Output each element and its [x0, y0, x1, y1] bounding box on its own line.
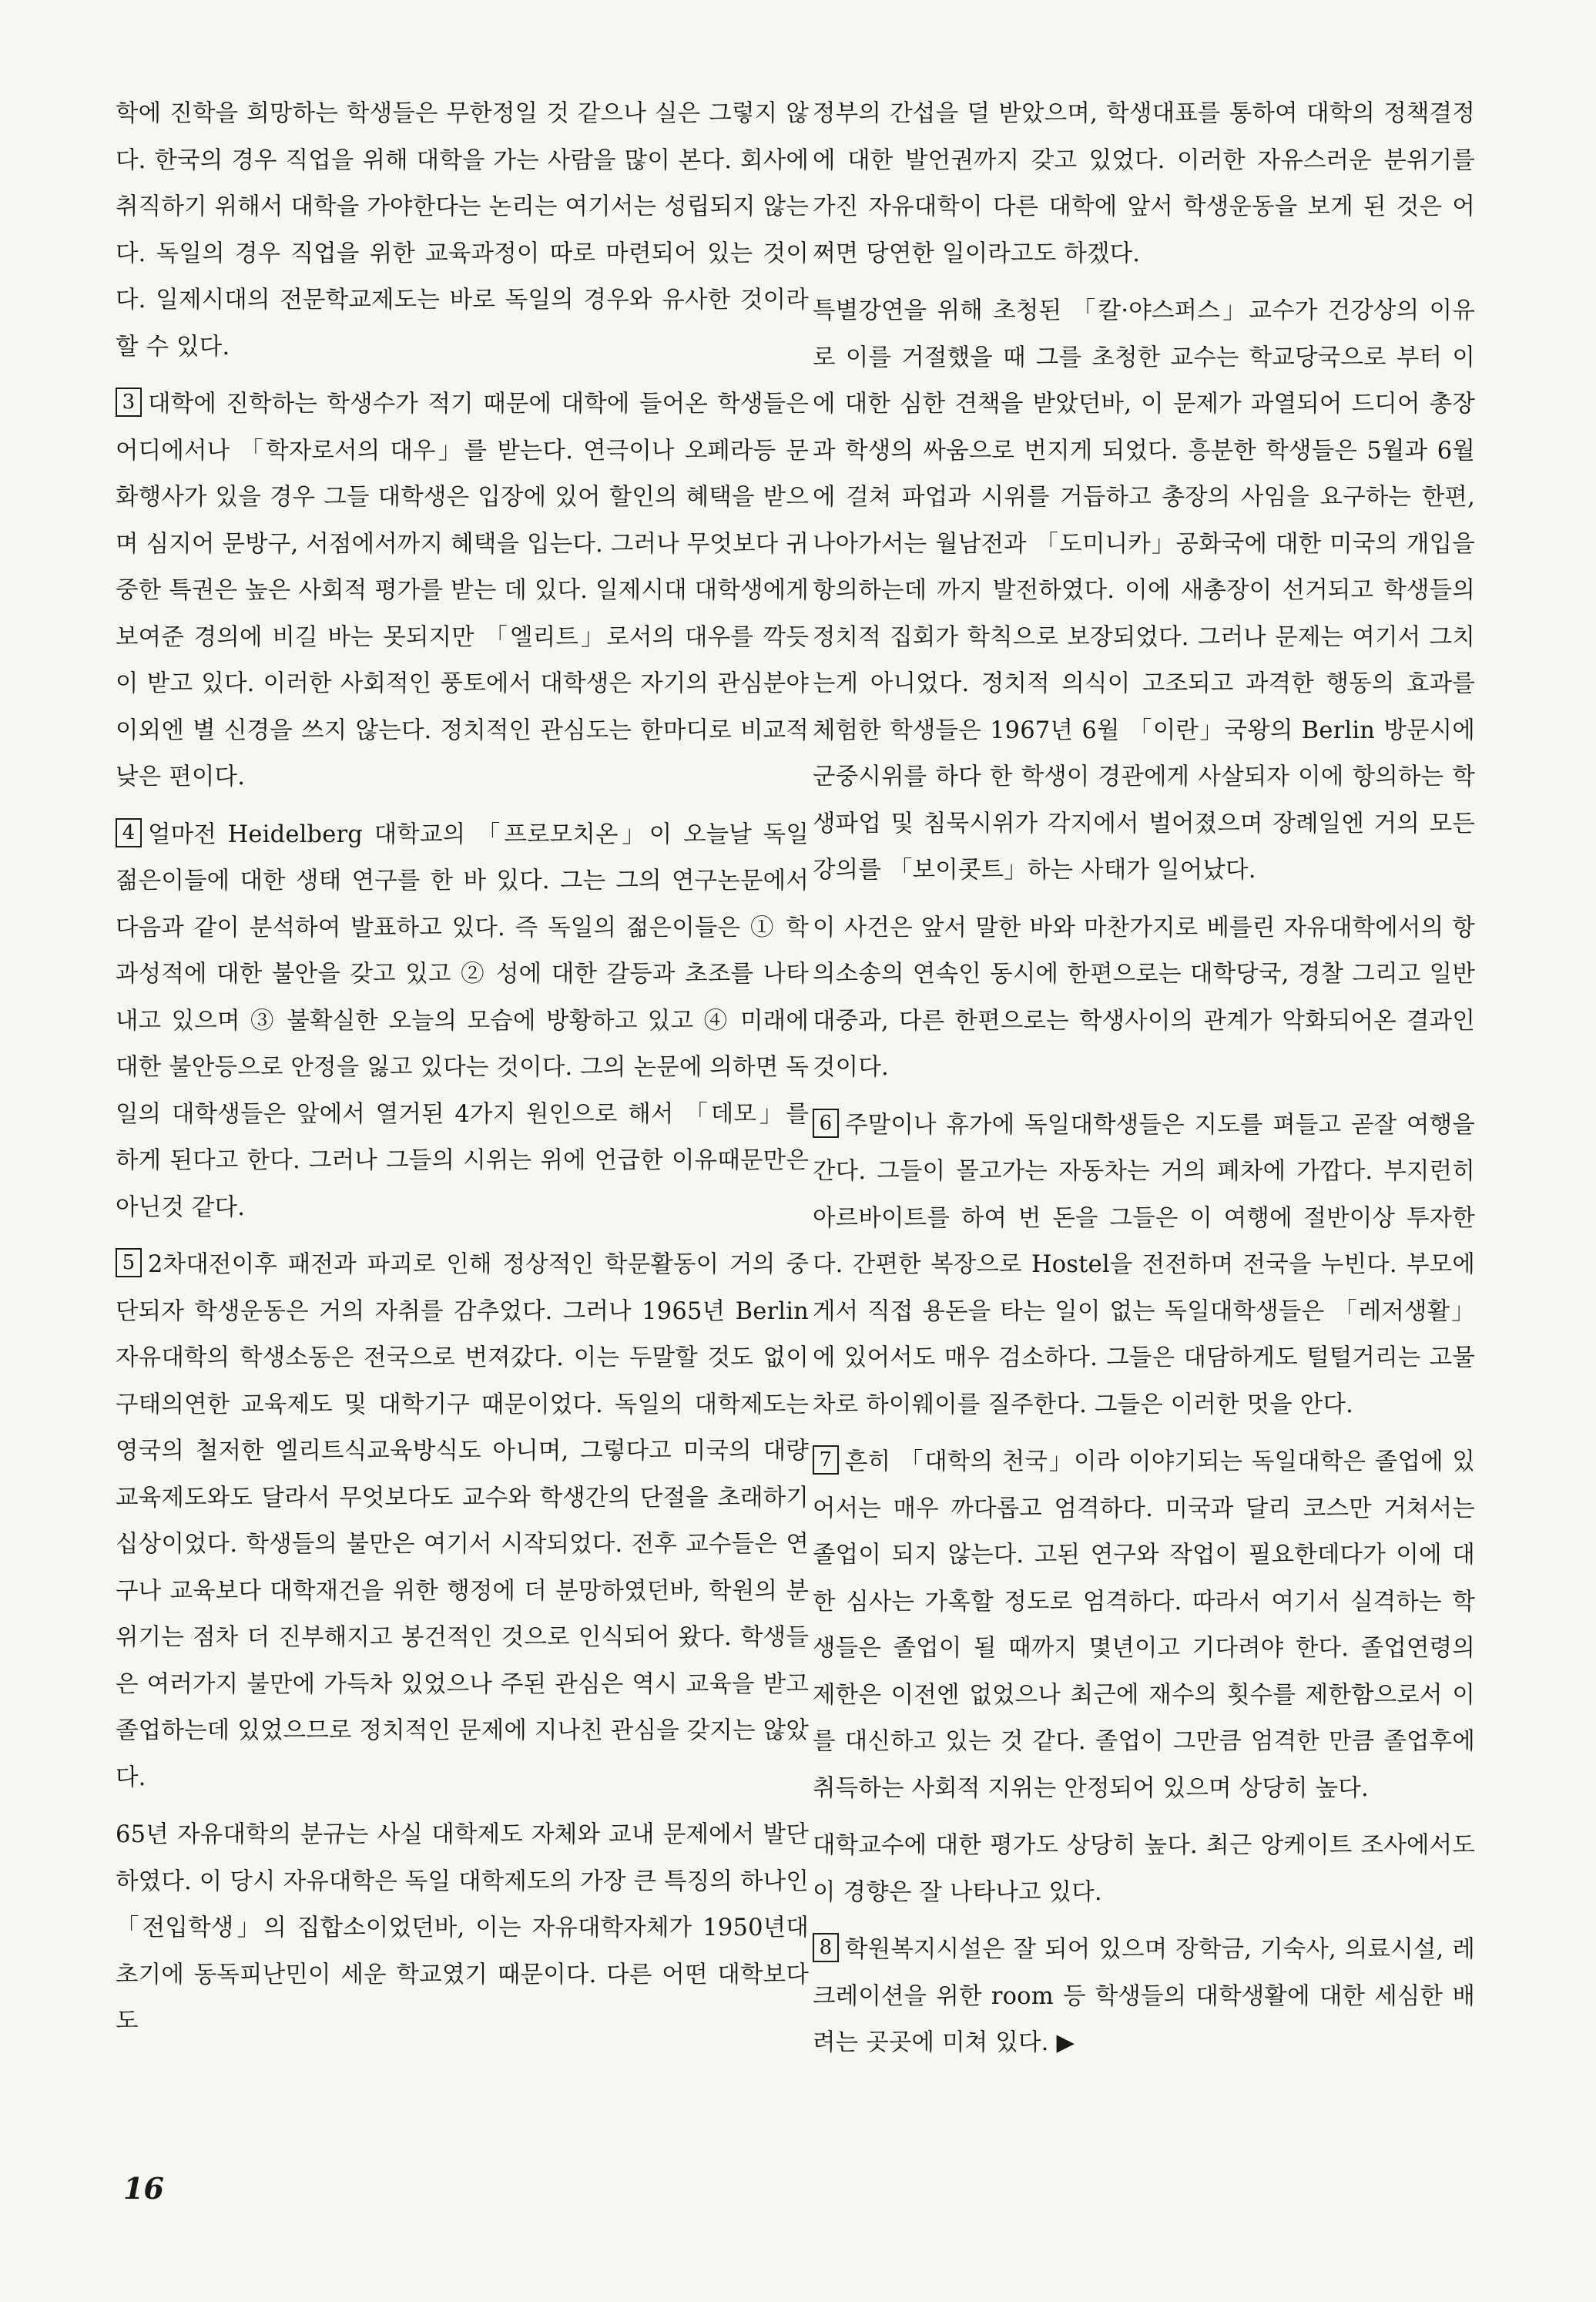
paragraph-right-5 [813, 1439, 1475, 1812]
paragraph-right-1: 정부의 간섭을 덜 받았으며, 학생대표를 통하여 대학의 정책결정에 대한 발언권까지 갖고 있었다. 이러한 자유스러운 분위기를 가진 자유대학이 다른 대학에 앞서 학생운동을 보게 된 것은 어쩌면 당연한 일이라고도 하겠다. [813, 100, 1475, 267]
paragraph-text: 학원복지시설은 잘 되어 있으며 장학금, 기숙사, 의료시설, 레크레이션을 위한 room 등 학생들의 대학생활에 대한 세심한 배려는 곳곳에 미쳐 있다. ▶ [813, 1936, 1475, 2056]
paragraph-left-5: 65년 자유대학의 분규는 사실 대학제도 자체와 교내 문제에서 발단하였다. 이 당시 자유대학은 독일 대학제도의 가장 큰 특징의 하나인 「전입학생」의 집합소이었던바, 이는 자유대학자체가 1950년대 초기에 동독피난민이 세운 학교였기 때문이다. 다른 어떤 대학보다도 [116, 1821, 809, 2035]
section-number-box: 5 [116, 1248, 142, 1277]
section-number-box: 6 [813, 1109, 839, 1138]
section-number-box: 4 [116, 818, 142, 847]
paragraph-right-3: 이 사건은 앞서 말한 바와 마찬가지로 베를린 자유대학에서의 항의소송의 연속인 동시에 한편으로는 대학당국, 경찰 그리고 일반대중과, 다른 한편으로는 학생사이의 관계가 악화되어온 결과인 것이다. [813, 914, 1475, 1081]
paragraph-left-1: 학에 진학을 희망하는 학생들은 무한정일 것 같으나 실은 그렇지 않다. 한국의 경우 직업을 위해 대학을 가는 사람을 많이 본다. 회사에 취직하기 위해서 대학을 가야한다는 논리는 여기서는 성립되지 않는다. 독일의 경우 직업을 위한 교육과정이 따로 마련되어 있는 것이다. 일제시대의 전문학교제도는 바로 독일의 경우와 유사한 것이라 할 수 있다. [116, 100, 809, 361]
paragraph-text: 2차대전이후 패전과 파괴로 인해 정상적인 학문활동이 거의 중단되자 학생운동은 거의 자취를 감추었다. 그러나 1965년 Berlin 자유대학의 학생소동은 전국으로 번져갔다. 이는 두말할 것도 없이 구태의연한 교육제도 및 대학기구 때문이었다. 독일의 대학제도는 영국의 철저한 엘리트식교육방식도 아니며, 그렇다고 미국의 대량 교육제도와도 달라서 무엇보다도 교수와 학생간의 단절을 초래하기 십상이었다. 학생들의 불만은 여기서 시작되었다. 전후 교수들은 연구나 교육보다 대학재건을 위한 행정에 더 분망하였던바, 학원의 분위기는 점차 더 진부해지고 봉건적인 것으로 인식되어 왔다. 학생들은 여러가지 불만에 가득차 있었으나 주된 관심은 역시 교육을 받고 졸업하는데 있었으므로 정치적인 문제에 지나친 관심을 갖지는 않았다. [116, 1251, 809, 1791]
left-column [116, 91, 809, 2156]
paragraph-text: 주말이나 휴가에 독일대학생들은 지도를 펴들고 곧잘 여행을 간다. 그들이 몰고가는 자동차는 거의 폐차에 가깝다. 부지런히 아르바이트를 하여 번 돈을 그들은 이 여행에 절반이상 투자한다. 간편한 복장으로 Hostel을 전전하며 전국을 누빈다. 부모에게서 직접 용돈을 타는 일이 없는 독일대학생들은 「레저생활」에 있어서도 매우 검소하다. 그들은 대담하게도 털털거리는 고물차로 하이웨이를 질주한다. 그들은 이러한 멋을 안다. [813, 1111, 1475, 1418]
page-number: 16 [123, 2171, 164, 2206]
section-number-box: 3 [116, 388, 142, 417]
paragraph-text: 얼마전 Heidelberg 대학교의 「프로모치온」이 오늘날 독일 젊은이들에 대한 생태 연구를 한 바 있다. 그는 그의 연구논문에서 다음과 같이 분석하여 발표하고 있다. 즉 독일의 젊은이들은 ① 학과성적에 대한 불안을 갖고 있고 ② 성에 대한 갈등과 초조를 나타내고 있으며 ③ 불확실한 오늘의 모습에 방황하고 있고 ④ 미래에 대한 불안등으로 안정을 잃고 있다는 것이다. 그의 논문에 의하면 독일의 대학생들은 앞에서 열거된 4가지 원인으로 해서 「데모」를 하게 된다고 한다. 그러나 그들의 시위는 위에 언급한 이유때문만은 아닌것 같다. [116, 820, 809, 1221]
paragraph-right-4 [813, 1102, 1475, 1429]
section-number-box: 8 [813, 1933, 839, 1962]
paragraph-right-6: 대학교수에 대한 평가도 상당히 높다. 최근 앙케이트 조사에서도 이 경향은 잘 나타나고 있다. [813, 1832, 1475, 1906]
paragraph-left-3 [116, 812, 809, 1232]
paragraph-left-4 [116, 1242, 809, 1801]
paragraph-left-2 [116, 381, 809, 801]
paragraph-text: 대학에 진학하는 학생수가 적기 때문에 대학에 들어온 학생들은 어디에서나 「학자로서의 대우」를 받는다. 연극이나 오페라등 문화행사가 있을 경우 그들 대학생은 입장에 있어 할인의 혜택을 받으며 심지어 문방구, 서점에서까지 혜택을 입는다. 그러나 무엇보다 귀중한 특권은 높은 사회적 평가를 받는 데 있다. 일제시대 대학생에게 보여준 경의에 비길 바는 못되지만 「엘리트」로서의 대우를 깍듯이 받고 있다. 이러한 사회적인 풍토에서 대학생은 자기의 관심분야이외엔 별 신경을 쓰지 않는다. 정치적인 관심도는 한마디로 비교적 낮은 편이다. [116, 391, 809, 790]
paragraph-right-2: 특별강연을 위해 초청된 「칼·야스퍼스」교수가 건강상의 이유로 이를 거절했을 때 그를 초청한 교수는 학교당국으로 부터 이에 대한 심한 견책을 받았던바, 이 문제가 과열되어 드디어 총장과 학생의 싸움으로 번지게 되었다. 흥분한 학생들은 5월과 6월에 걸쳐 파업과 시위를 거듭하고 총장의 사임을 요구하는 한편, 나아가서는 월남전과 「도미니카」공화국에 대한 미국의 개입을 항의하는데 까지 발전하였다. 이에 새총장이 선거되고 학생들의 정치적 집회가 학칙으로 보장되었다. 그러나 문제는 여기서 그치는게 아니었다. 정치적 의식이 고조되고 과격한 행동의 효과를 체험한 학생들은 1967년 6월 「이란」국왕의 Berlin 방문시에 군중시위를 하다 한 학생이 경관에게 사살되자 이에 항의하는 학생파업 및 침묵시위가 각지에서 벌어졌으며 장례일엔 거의 모든 강의를 「보이콧트」하는 사태가 일어났다. [813, 297, 1475, 884]
paragraph-text: 흔히 「대학의 천국」이라 이야기되는 독일대학은 졸업에 있어서는 매우 까다롭고 엄격하다. 미국과 달리 코스만 거쳐서는 졸업이 되지 않는다. 고된 연구와 작업이 필요한데다가 이에 대한 심사는 가혹할 정도로 엄격하다. 따라서 여기서 실격하는 학생들은 졸업이 될 때까지 몇년이고 기다려야 한다. 졸업연령의 제한은 이전엔 없었으나 최근에 재수의 횟수를 제한함으로서 이를 대신하고 있는 것 같다. 졸업이 그만큼 엄격한 만큼 졸업후에 취득하는 사회적 지위는 안정되어 있으며 상당히 높다. [813, 1448, 1475, 1802]
section-number-box: 7 [813, 1445, 839, 1475]
right-column [813, 91, 1475, 2156]
paragraph-right-7 [813, 1927, 1475, 2067]
